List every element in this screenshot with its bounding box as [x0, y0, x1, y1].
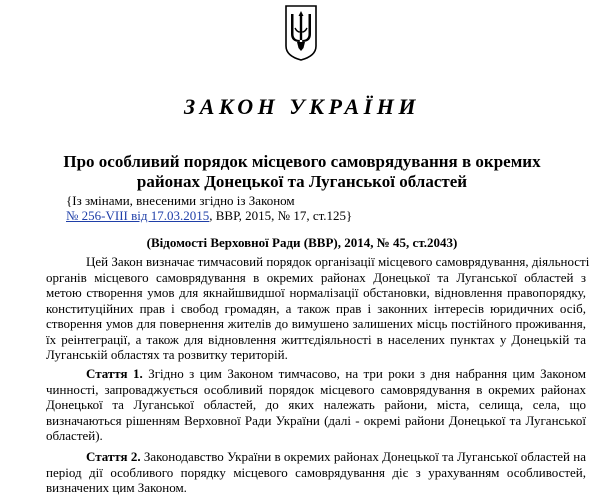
- article-2: [46, 449, 586, 496]
- amendments-line: {Із змінами, внесеними згідно із Законом: [66, 193, 295, 208]
- article-text: Законодавство України в окремих районах Донецької та Луганської областей на: [140, 449, 586, 464]
- article-label: Стаття 1.: [86, 366, 143, 381]
- text-line: [46, 449, 586, 465]
- law-title: [40, 152, 564, 192]
- amendments-note: [66, 193, 352, 223]
- law-title-line: Про особливий порядок місцевого самоврядування в окремих: [63, 152, 541, 171]
- preamble-paragraph: [46, 254, 590, 363]
- publication-source: (Відомості Верховної Ради (ВВР), 2014, № 45, ст.2043): [146, 235, 458, 250]
- text-line: конституційних прав і свобод громадян, а також прав і законних інтересів юридичних осіб,: [46, 300, 586, 316]
- text-line: визначених цим Законом.: [46, 480, 187, 495]
- law-title-line: районах Донецької та Луганської областей: [136, 172, 468, 191]
- trident-icon: [283, 2, 319, 62]
- text-line: областей).: [46, 428, 103, 443]
- amendments-line: [66, 208, 352, 223]
- text-line: чинності, запроваджується особливий порядок місцевого самоврядування в окремих районах: [46, 381, 586, 397]
- amending-law-link[interactable]: № 256-VIII від 17.03.2015: [66, 208, 210, 223]
- article-label: Стаття 2.: [86, 449, 141, 464]
- text-line: Луганській областях та розвитку територій.: [46, 347, 288, 362]
- article-text: Згідно з цим Законом тимчасово, на три роки з дня набрання цим Законом: [142, 366, 586, 381]
- law-heading: ЗАКОН УКРАЇНИ: [184, 94, 420, 119]
- text-line: органів місцевого самоврядування в окремих районах Донецької та Луганської областей з: [46, 269, 586, 285]
- text-line: визначаються рішенням Верховної Ради України (далі - окремі райони Донецької та Луганської: [46, 412, 586, 428]
- amendments-source-text: , ВВР, 2015, № 17, ст.125}: [209, 208, 353, 223]
- text-line: Донецької та Луганської областей, до яких належать райони, міста, селища, села, що: [46, 397, 586, 412]
- text-line: Цей Закон визначає тимчасовий порядок організації місцевого самоврядування, діяльності: [86, 254, 590, 269]
- text-line: метою створення умов для якнайшвидшої нормалізації обстановки, відновлення правопорядку,: [46, 285, 586, 300]
- text-line: створення умов для повернення жителів до вимушено залишених місць постійного проживання,: [46, 316, 586, 331]
- text-line: період дії особливого порядку місцевого самоврядування діє з урахуванням особливостей,: [46, 464, 586, 480]
- article-1: [46, 366, 586, 444]
- text-line: [46, 366, 586, 382]
- text-line: їх реінтеграції, а також для відновлення життєдіяльності в населених пунктах у Донецькій та: [46, 331, 586, 347]
